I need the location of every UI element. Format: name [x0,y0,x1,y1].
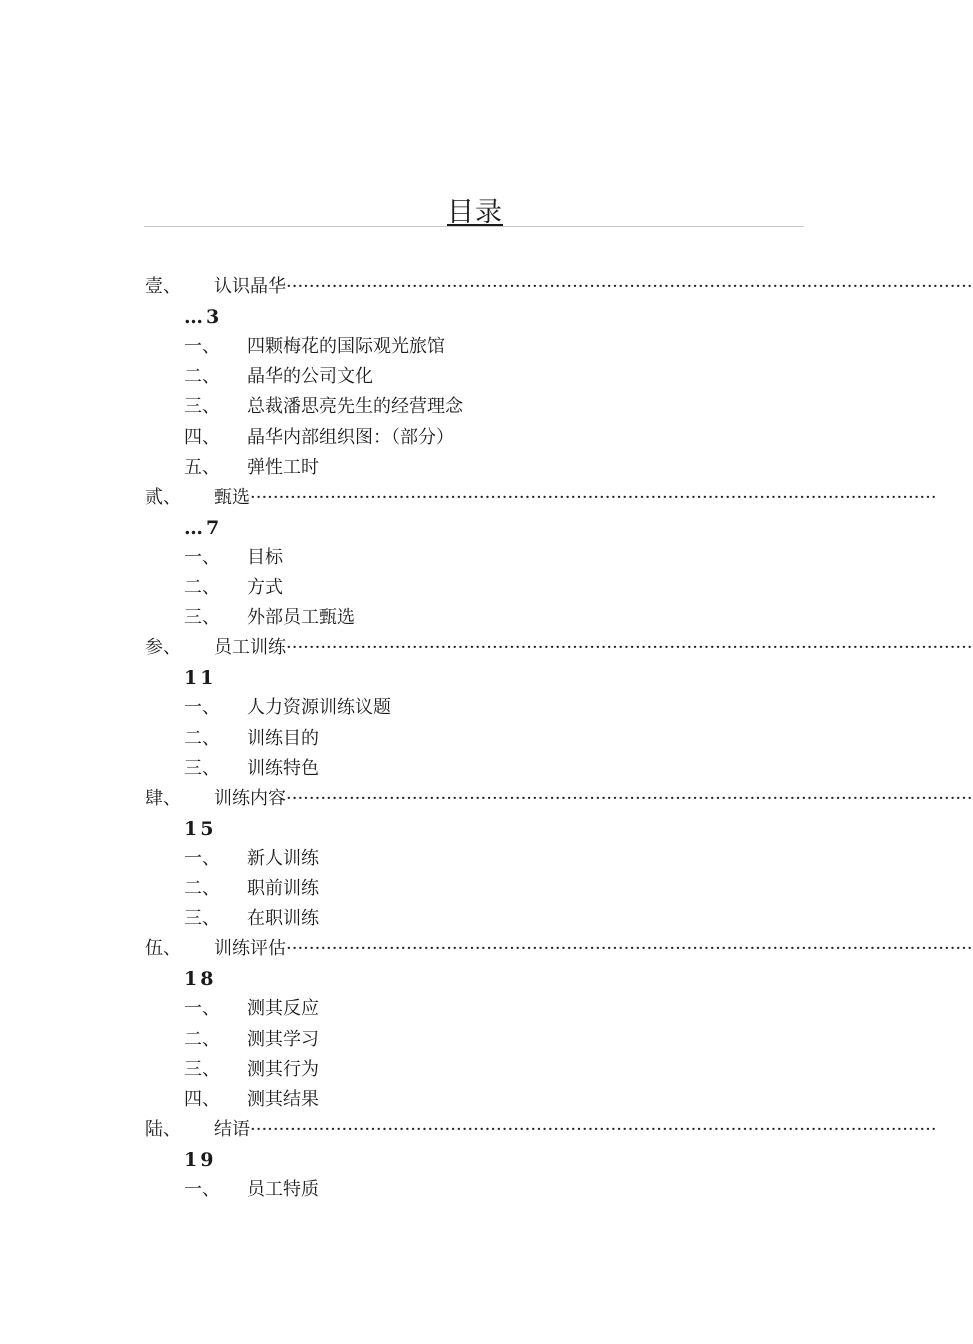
toc-subsection-entry[interactable] [184,1175,584,1205]
page-number-leader: … [184,306,206,329]
section-title: 认识晶华 [214,276,286,297]
subsection-title: 新人训练 [247,847,319,869]
toc-subsection-entry[interactable] [184,844,584,874]
toc-section-entry[interactable] [145,934,973,964]
toc-subsection-entry[interactable] [184,603,584,633]
toc-subsection-entry[interactable] [184,1085,584,1115]
section-title: 员工训练 [214,637,286,659]
toc-subsection-entry[interactable] [184,754,584,784]
dot-leader: ························································································································ [250,486,937,508]
subsection-title: 目标 [247,546,283,568]
subsection-title: 训练特色 [247,757,319,779]
subsection-title: 四颗梅花的国际观光旅馆 [247,336,445,358]
subsection-number: 三、 [184,396,220,418]
toc-section-entry[interactable] [145,1115,937,1145]
section-title: 训练评估 [214,938,286,960]
page-number-value: 19 [184,1148,217,1171]
subsection-number: 一、 [184,998,220,1020]
page-number-value: 3 [206,306,223,329]
section-page-number [184,302,222,332]
subsection-number: 四、 [184,1088,220,1110]
subsection-title: 晶华内部组织图：（部分） [247,426,454,448]
subsection-title: 弹性工时 [247,456,319,478]
page-number-leader: … [184,516,206,539]
subsection-number: 五、 [184,456,220,478]
dot-leader: ························································································································ [286,637,973,659]
subsection-title: 方式 [247,577,283,598]
subsection-title: 在职训练 [247,908,319,930]
toc-subsection-entry[interactable] [184,392,584,422]
subsection-title: 测其行为 [247,1058,319,1080]
toc-subsection-entry[interactable] [184,874,584,904]
toc-section-entry[interactable] [145,633,973,663]
toc-subsection-entry[interactable] [184,1055,584,1085]
toc-subsection-entry[interactable] [184,453,584,483]
section-number: 肆、 [145,787,181,809]
page-number-value: 18 [184,968,217,991]
subsection-number: 二、 [184,1028,220,1050]
toc-subsection-entry[interactable] [184,332,584,362]
toc-subsection-entry[interactable] [184,573,584,603]
subsection-number: 二、 [184,878,220,899]
subsection-title: 测其反应 [247,998,319,1020]
subsection-number: 一、 [184,546,220,568]
toc-subsection-entry[interactable] [184,724,584,754]
toc-subsection-entry[interactable] [184,994,584,1024]
subsection-number: 一、 [184,697,220,719]
dot-leader: ························································································································ [286,276,973,297]
subsection-number: 二、 [184,727,220,749]
section-number: 伍、 [145,938,181,960]
toc-subsection-entry[interactable] [184,904,584,934]
toc-section-entry[interactable] [145,784,973,814]
subsection-title: 测其结果 [247,1088,319,1110]
dot-leader: ························································································································ [250,1118,937,1140]
toc-title: 目录 [447,197,503,228]
section-number: 壹、 [145,276,181,297]
toc-section-entry[interactable] [145,272,973,302]
toc-subsection-entry[interactable] [184,1025,584,1055]
section-number: 陆、 [145,1118,181,1140]
section-page-number [184,814,216,844]
subsection-number: 一、 [184,847,220,869]
page-number-value: 15 [184,817,217,840]
section-title: 结语 [214,1118,250,1140]
subsection-number: 二、 [184,366,220,388]
section-page-number [184,1145,216,1175]
subsection-title: 外部员工甄选 [247,607,355,629]
toc-subsection-entry[interactable] [184,543,584,573]
toc-subsection-entry[interactable] [184,423,584,453]
subsection-title: 员工特质 [247,1179,319,1200]
section-title: 训练内容 [214,787,286,809]
section-number: 参、 [145,637,181,659]
section-page-number [184,663,216,693]
subsection-title: 职前训练 [247,878,319,899]
subsection-number: 三、 [184,1058,220,1080]
section-page-number [184,964,216,994]
subsection-title: 晶华的公司文化 [247,366,373,388]
section-number: 贰、 [145,486,181,508]
toc-subsection-entry[interactable] [184,362,584,392]
subsection-title: 总裁潘思亮先生的经营理念 [247,396,463,418]
section-title: 甄选 [214,486,250,508]
toc-subsection-entry[interactable] [184,693,584,723]
subsection-number: 一、 [184,1179,220,1200]
subsection-number: 三、 [184,607,220,629]
dot-leader: ························································································································ [286,938,973,960]
subsection-title: 测其学习 [247,1028,319,1050]
page-number-value: 11 [184,667,217,690]
section-page-number [184,513,222,543]
subsection-number: 二、 [184,577,220,598]
subsection-number: 三、 [184,757,220,779]
dot-leader: ························································································································ [286,787,973,809]
subsection-title: 训练目的 [247,727,319,749]
subsection-number: 三、 [184,908,220,930]
page-number-value: 7 [206,516,223,539]
toc-section-entry[interactable] [145,483,937,513]
subsection-number: 四、 [184,426,220,448]
subsection-number: 一、 [184,336,220,358]
subsection-title: 人力资源训练议题 [247,697,391,719]
